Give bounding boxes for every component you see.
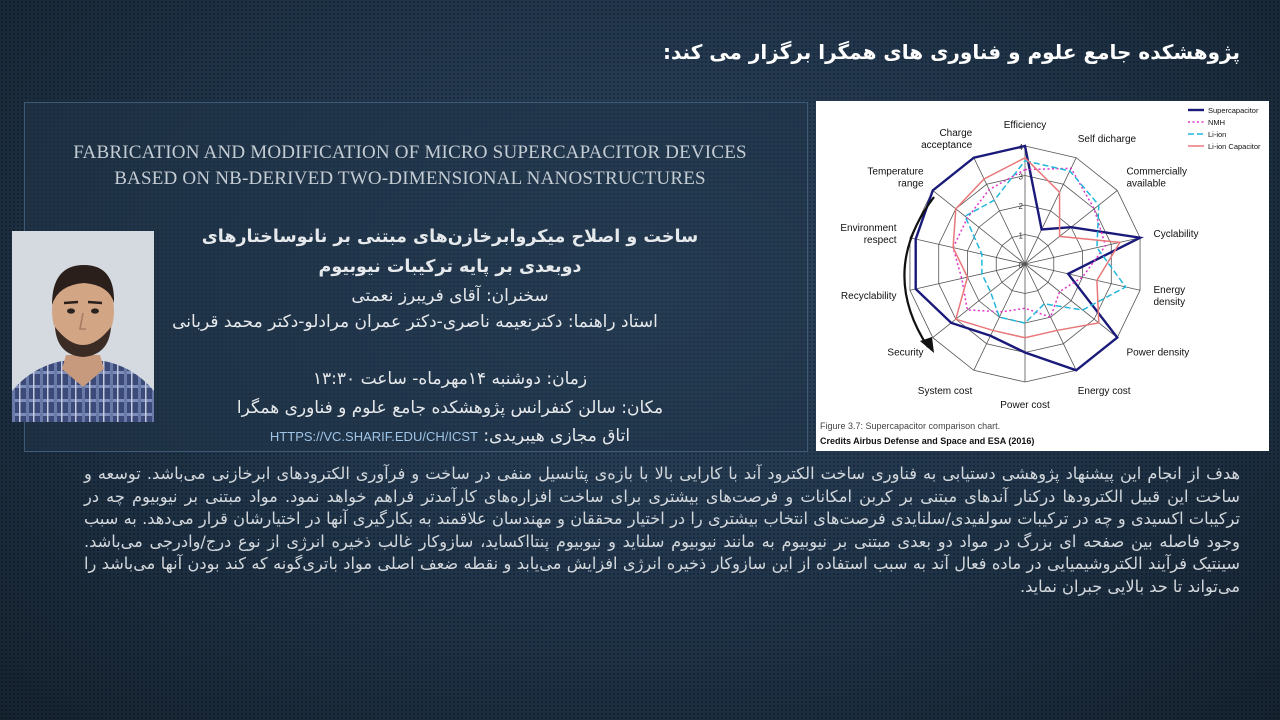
legend-label: Li-ion Capacitor	[1208, 142, 1261, 151]
tick-label: 3	[1018, 172, 1023, 182]
axis-label: Environment respect	[840, 222, 897, 246]
series-line	[965, 161, 1126, 323]
tick-label: 1	[1018, 231, 1023, 241]
abstract-text: هدف از انجام این پیشنهاد پژوهشی دستیابی به فناوری ساخت الکترود آند با کارایی بالا با بازه‌ی پتانسیل منفی در ساخت و فرآوری الکترودهای ابرخازنی می‌باشد. توسعه و ساخت این قبیل الکترودها درکنار آندهای مبتنی بر کربن امکانات و فرصت‌های بیشتری برای ساخت افزاره‌های کارآمدتر فراهم خواهد نمود. مواد مبتنی بر نیوبیوم چه در ترکیبات اکسیدی و چه در ترکیبات سولفیدی/سلنایدی فرصت‌های انتخاب بیشتری را در اختیار محققان و مهندسان علاقمند به بکارگیری آنها در اختیارشان قرار می‌دهد. به سبب وجود فاصله بین صفحه ای بزرگ در مواد دو بعدی مبتنی بر نیوبیوم به مانند نیوبیوم سلناید و نیوبیوم پنتااکساید، سازوکار غالب ذخیره انرژی از نوع درج/وادرجی می‌باشد. سینتیک فرآیند الکتروشیمیایی در ماده فعال آند به سبب استفاده از این سازوکار ذخیره انرژی افزایش می‌یابد و نقطه ضعف اصلی مواد باتری‌گونه که کند بودن آنها می‌باشد را می‌تواند تا حد بالایی جبران نماید.	[84, 464, 1240, 596]
trend-arrow	[904, 197, 934, 347]
tick-label: 2	[1018, 202, 1023, 211]
online-room-line	[150, 424, 750, 449]
axis-spoke	[974, 264, 1025, 370]
legend-label: Supercapacitor	[1208, 106, 1259, 115]
axis-label: Efficiency	[1003, 120, 1047, 131]
radar-chart	[816, 101, 1269, 451]
axis-label: Charge acceptance	[921, 127, 973, 151]
axis-label: Commercially available	[1126, 166, 1188, 190]
axis-label: System cost	[917, 386, 973, 398]
english-title-line1: FABRICATION AND MODIFICATION OF MICRO SUPERCAPACITOR DEVICES	[73, 142, 747, 163]
axis-label: Self dicharge	[1077, 133, 1137, 145]
axis-label: Recyclability	[840, 291, 897, 303]
chart-credits: Credits Airbus Defense and Space and ESA (2016)	[820, 436, 1035, 446]
axis-spoke	[974, 158, 1025, 264]
legend-label: NMH	[1208, 118, 1226, 127]
time-line: زمان: دوشنبه ۱۴مهرماه- ساعت ۱۳:۳۰	[312, 369, 588, 389]
axis-label: Cyclability	[1153, 228, 1199, 240]
legend-label: Li-ion	[1208, 130, 1227, 139]
chart-caption: Figure 3.7: Supercapacitor comparison chart.	[820, 421, 1001, 431]
tick-label: 4	[1018, 143, 1023, 152]
english-title-line2: BASED ON NB-DERIVED TWO-DIMENSIONAL NANOSTRUCTURES	[114, 168, 706, 189]
axis-label: Temperature range	[867, 166, 924, 190]
radar-chart-panel	[816, 101, 1269, 451]
announcement-header: پژوهشکده جامع علوم و فناوری های همگرا برگزار می کند:	[663, 40, 1240, 64]
persian-title-line2: دوبعدی بر پایه ترکیبات نیوبیوم	[318, 257, 582, 277]
tick-label: 0	[1018, 261, 1023, 270]
english-title	[26, 140, 794, 192]
axis-label: Power cost	[1000, 400, 1050, 411]
axis-spoke	[1025, 158, 1076, 264]
place-line: مکان: سالن کنفرانس پژوهشکده جامع علوم و فناوری همگرا	[236, 398, 664, 418]
online-room-label: اتاق مجازی هیبریدی:	[483, 426, 631, 446]
axis-label: Energy density	[1153, 285, 1186, 309]
advisors-line: استاد راهنما: دکترنعیمه ناصری-دکتر عمران مرادلو-دکتر محمد قربانی	[172, 312, 658, 332]
online-room-link[interactable]: HTTPS://VC.SHARIF.EDU/CH/ICST	[269, 429, 478, 444]
speaker-line: سخنران: آقای فریبرز نعمتی	[351, 286, 549, 306]
axis-label: Power density	[1126, 347, 1190, 359]
axis-label: Security	[887, 347, 924, 359]
persian-title-line1: ساخت و اصلاح میکروابرخازن‌های مبتنی بر نانوساختارهای	[201, 227, 699, 247]
persian-title	[150, 222, 750, 282]
axis-label: Energy cost	[1077, 386, 1131, 398]
